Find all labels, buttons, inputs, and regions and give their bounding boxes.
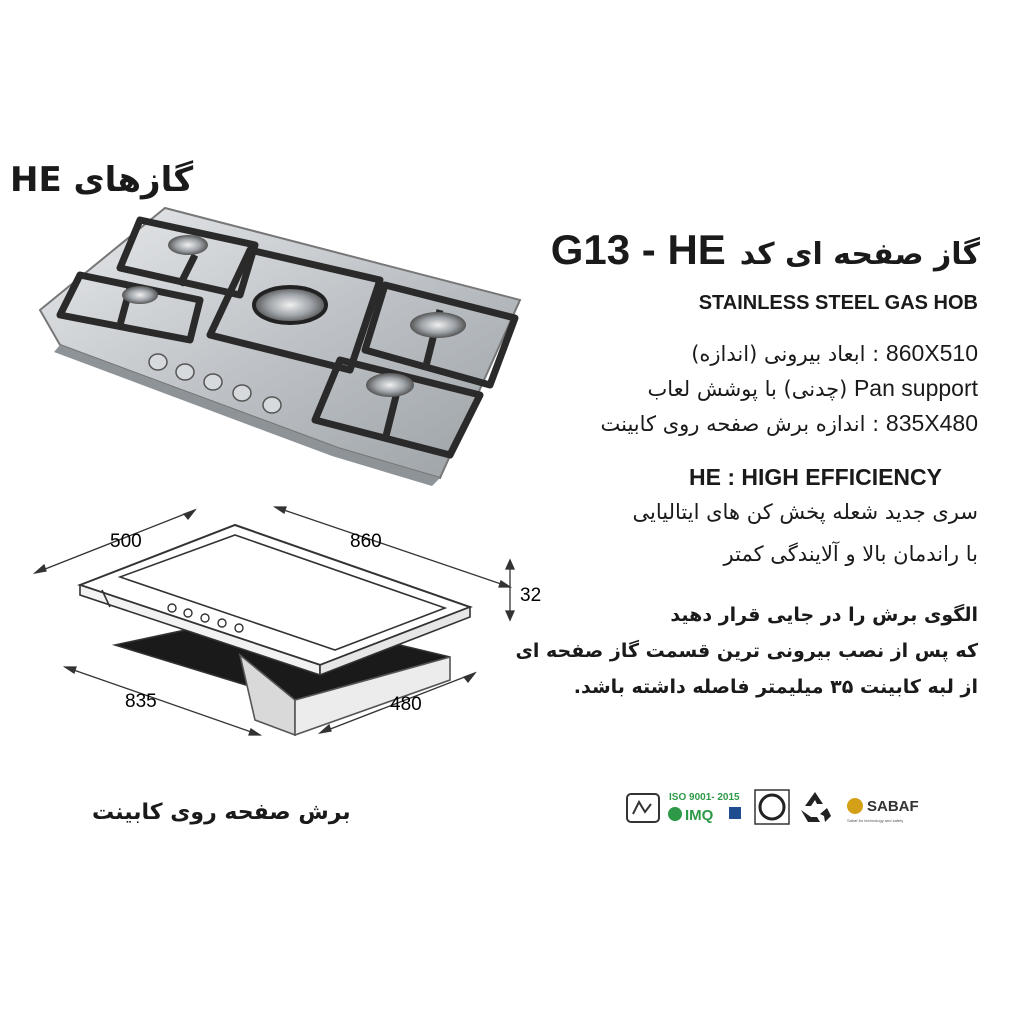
knob-3 [204,374,222,390]
svg-text:Sabaf for technology and safet: Sabaf for technology and safety [847,818,904,823]
dim-width-label: 860 [350,531,382,552]
diagram-caption: برش صفحه روی کابینت [92,800,351,825]
spec-value: Pan support [853,375,978,401]
model-prefix: گاز صفحه ای کد [739,237,980,272]
spec-label: (چدنی) با پوشش لعاب [647,377,848,401]
sabaf-logo [847,798,919,823]
knob-dot [218,619,226,627]
knob-dot [184,609,192,617]
model-title [551,226,980,274]
installation-note-1: الگوی برش را در جایی قرار دهید [670,604,978,626]
knob-dot [168,604,176,612]
spec-cutout-size [600,410,978,437]
cutout-diagram [20,495,560,755]
knob-1 [149,354,167,370]
certification-seal-icon [755,790,789,824]
burner-auxiliary [168,235,208,255]
iso-imq-logo [668,792,741,824]
recycle-icon [801,792,831,822]
knob-dot [201,614,209,622]
knob-dot [235,624,243,632]
spec-value: 835X480 [885,410,978,436]
dim-cut-width-label: 835 [125,691,157,712]
installation-note-3: از لبه کابینت ۳۵ میلیمتر فاصله داشته باشد. [573,676,978,698]
he-line-1: سری جدید شعله پخش کن های ایتالیایی [632,500,978,524]
standard-icon [627,794,659,822]
spec-outer-dimensions [691,340,978,367]
spec-label: : اندازه برش صفحه روی کابینت [600,412,880,436]
series-title: گازهای HE [10,160,194,200]
knob-2 [176,364,194,380]
he-title: HE : HIGH EFFICIENCY [688,464,942,490]
product-type: STAINLESS STEEL GAS HOB [698,292,978,314]
spec-label: : ابعاد بیرونی (اندازه) [691,342,880,366]
dim-cut-depth-label: 480 [390,694,422,715]
gas-hob-image [20,200,540,490]
knob-4 [233,385,251,401]
burner-large [410,312,466,338]
svg-text:ISO 9001- 2015: ISO 9001- 2015 [669,792,740,803]
svg-text:SABAF: SABAF [867,798,919,815]
svg-text:IMQ: IMQ [685,807,714,824]
installation-note-2: که پس از نصب بیرونی ترین قسمت گاز صفحه ای [515,640,978,662]
dim-depth-label: 500 [110,531,142,552]
spec-value: 860X510 [885,340,978,366]
knob-5 [263,397,281,413]
spec-pan-support [648,375,979,402]
burner-wok [254,287,326,323]
certification-logos [625,786,945,828]
dim-height-label: 32 [520,585,542,606]
burner-small [122,286,158,304]
logos-svg [625,786,945,828]
model-code: G13 - HE [550,226,726,273]
hob-plate [40,208,520,478]
burner-rapid [366,373,414,397]
he-line-2: با راندمان بالا و آلایندگی کمتر [723,542,978,566]
